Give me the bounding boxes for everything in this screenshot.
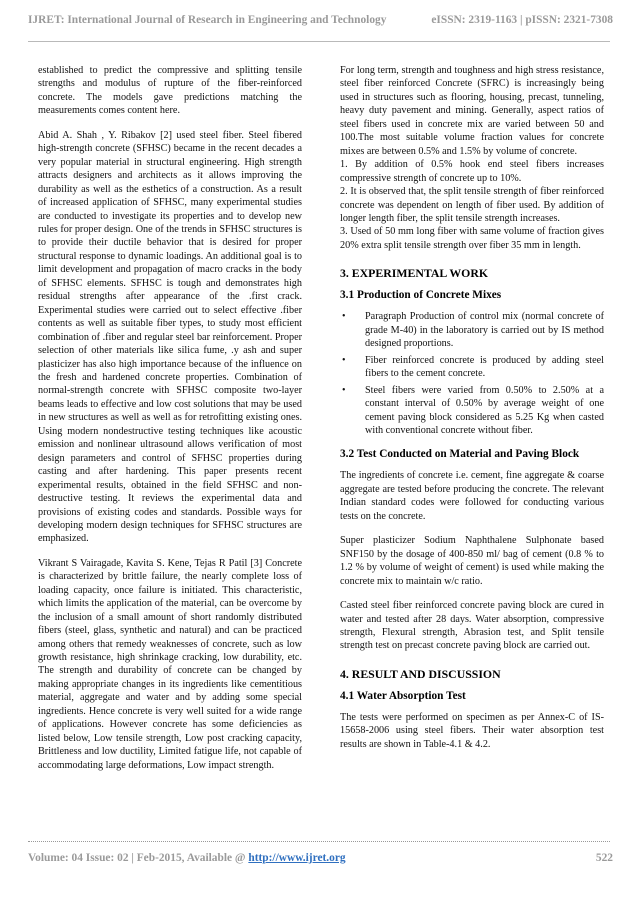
journal-link[interactable]: http://www.ijret.org — [248, 852, 346, 864]
list-item-text: Paragraph Production of control mix (normal concrete of grade M-40) in the laboratory is carried out by IS method designed proportions. — [365, 311, 604, 350]
paragraph: Vikrant S Vairagade, Kavita S. Kene, Tejas R Patil [3] Concrete is characterized by brittle failure, the nearly complete loss of loading capacity, once failure is initiated. This characteristic, which limits the application of the material, can be overcome by the inclusion of a small amount of short randomly distributed fibers (steel, glass, synthetic and natural) and can be practiced among others that remedy weaknesses of concrete, such as low growth resistance, high shrinkage cracking, low durability, etc. The strength and durability of concrete can be changed by making appropriate changes in its ingredients like cementitious material, aggregate and water and by adding some special ingredients. Hence concrete is very well suited for a wide range of applications. However concrete has some deficiencies as listed below, Low tensile strength, Low post cracking capacity, Brittleness and low ductility, Limited fatigue life, not capable of accommodating large deformations, Low impact strength. — [38, 557, 302, 771]
paragraph: The tests were performed on specimen as per Annex-C of IS-15658-2006 using steel fibers. Their water absorption test results are shown in Table-4.1 & 4.2. — [340, 711, 604, 750]
intro-block — [340, 64, 604, 252]
footer-divider — [28, 841, 610, 842]
paragraph: Casted steel fiber reinforced concrete paving block are cured in water and tested after 28 days. Water absorption, compressive strength, Flexural strength, Abrasion test, and Split tensile strength test on precast concrete paving block are carried out. — [340, 600, 604, 652]
paragraph: The ingredients of concrete i.e. cement, fine aggregate & coarse aggregate are tested before producing the concrete. The relevant Indian standard codes were followed for conducting various tests on the concrete. — [340, 470, 604, 522]
paragraph: Super plasticizer Sodium Naphthalene Sulphonate based SNF150 by the dosage of 400-850 ml/ bag of cement (0.8 % to 1.2 % by volume of weight of cement) is used while making the concrete mix to maintain w/c ratio. — [340, 535, 604, 587]
finding-item: 3. Used of 50 mm long fiber with same volume of fraction gives 20% extra split tensile strength over fiber 35 mm in length. — [340, 226, 604, 251]
list-item-text: Fiber reinforced concrete is produced by adding steel fibers to the cement concrete. — [365, 354, 604, 380]
journal-issn: eISSN: 2319-1163 | pISSN: 2321-7308 — [431, 14, 613, 26]
list-item — [340, 310, 604, 350]
footer-volume — [28, 852, 346, 864]
list-item-text: Steel fibers were varied from 0.50% to 2.50% at a constant interval of 0.50% by average weight of one cement paving block considered as 5.25 Kg when casted with conventional concrete without fiber. — [365, 384, 604, 436]
bullet-icon: • — [342, 311, 346, 323]
bullet-icon: • — [342, 384, 346, 396]
list-item — [340, 384, 604, 438]
footer-volume-text: Volume: 04 Issue: 02 | Feb-2015, Available @ — [28, 852, 249, 864]
journal-title: IJRET: International Journal of Research in Engineering and Technology — [28, 14, 387, 26]
paragraph: Abid A. Shah , Y. Ribakov [2] used steel fiber. Steel fibered high-strength concrete (SFHSC) became in the recent decades a very popular material in structural engineering. High strength attracts designers and architects as it allows improving the durability as well as the esthetics of a construction. As a result of increased application of SFHSC, many experimental studies are conducted to investigate its properties and to develop new rules for proper design. One of the trends in SFHSC structures is to provide their ductile behavior that is desired for proper structural response to dynamic loadings. An additional goal is to limit development and propagation of macro cracks in the body of SFHSC elements. SFHSC is tough and demonstrates high residual strengths after appearance of the .first crack. Experimental studies were carried out to select effective .fiber contents as well as suitable fiber types, to study most efficient combination of .fiber and regular steel bar reinforcement. Proper selection of other materials like silica fume, .y ash and super plasticizer has also high importance because of the influence on the fresh and hardened concrete properties. Combination of normal-strength concrete with SFHSC composite two-layer beams leads to effective and low cost solutions that may be used in new structures as well as well as for retrofitting existing ones. Using modern nondestructive testing techniques like acoustic emission and nonlinear ultrasound allows verification of most design parameters and control of SFHSC properties during casting and after hardening. This paper presents recent experimental results, obtained in the field SFHSC and non-destructive testing. It reviews the experimental data and provisions of existing codes and standards. Possible ways for developing modern design techniques for SFHSC structures are emphasized. — [38, 129, 302, 545]
paragraph: established to predict the compressive and splitting tensile strengths and modulus of rupture of the fiber-reinforced concrete. The models gave predictions matching the measurements comes content here. — [38, 65, 302, 117]
finding-item: 1. By addition of 0.5% hook end steel fibers increases compressive strength of concrete up to 10%. — [340, 159, 604, 184]
list-item — [340, 354, 604, 381]
subsection-heading: 3.2 Test Conducted on Material and Paving Block — [340, 448, 580, 461]
right-column — [340, 64, 604, 762]
section-heading: 3. EXPERIMENTAL WORK — [340, 266, 489, 281]
paragraph: For long term, strength and toughness and high stress resistance, steel fiber reinforced Concrete (SFRC) is increasingly being used in structures such as flooring, housing, precast, tunneling, heavy duty pavement and mining. Generally, aspect ratios of steel fibers used in concrete mix are varied between 50 and 100.The most suitable volume fraction values for concrete mixes are between 0.5% and 1.5% by volume of concrete. — [340, 65, 604, 157]
section-heading: 4. RESULT AND DISCUSSION — [340, 666, 501, 681]
header-divider — [28, 41, 610, 42]
bullet-list — [340, 310, 604, 437]
subsection-heading: 3.1 Production of Concrete Mixes — [340, 289, 502, 302]
subsection-heading: 4.1 Water Absorption Test — [340, 689, 466, 702]
page-number: 522 — [595, 852, 613, 864]
finding-item: 2. It is observed that, the split tensile strength of fiber reinforced concrete was dependent on length of fiber used. By addition of longer length fiber, the split tensile strength increases. — [340, 186, 604, 224]
bullet-icon: • — [342, 354, 346, 366]
left-column — [38, 64, 302, 783]
